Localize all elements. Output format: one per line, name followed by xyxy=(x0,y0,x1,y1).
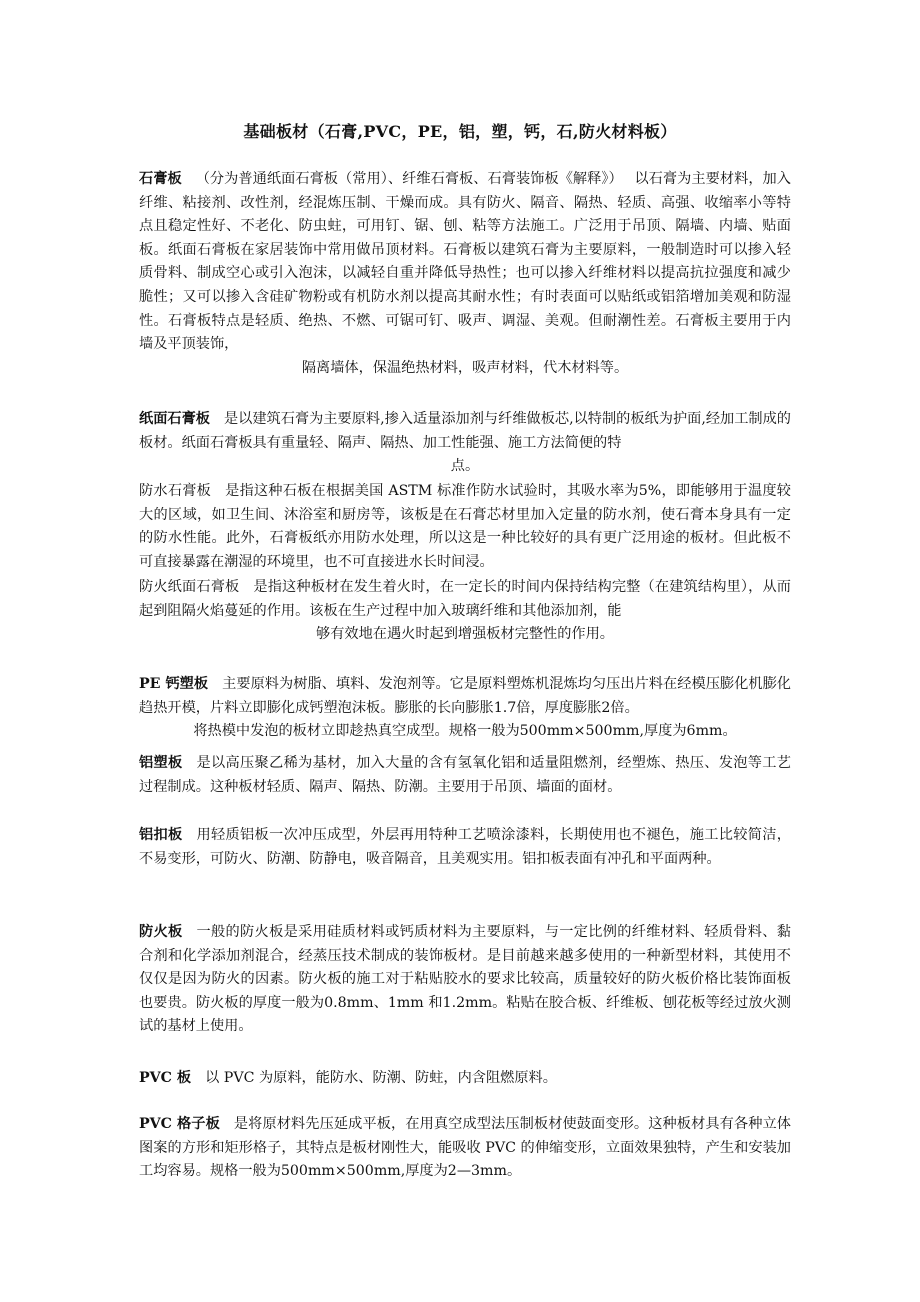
section-body: 一般的防火板是采用硅质材料或钙质材料为主要原料，与一定比例的纤维材料、轻质骨料、黏合剂和化学添加剂混合，经蒸压技术制成的装饰板材。是目前越来越多使用的一种新型材料，其使用不仅仅是因为防火的因素。防火板的施工对于粘贴胶水的要求比较高，质量较好的防火板价格比装饰面板也要贵。防火板的厚度一般为0.8mm、1mm 和1.2mm。粘贴在胶合板、纤维板、刨花板等经过放火测试的基材上使用。 xyxy=(139,924,791,1035)
section-fireproof-gypsum-board xyxy=(139,576,791,647)
section-heading: 防火板 xyxy=(139,924,183,940)
section-aluminum-plastic-board xyxy=(139,752,791,799)
section-body: 是以建筑石膏为主要原料,掺入适量添加剂与纤维做板芯,以特制的板纸为护面,经加工制成的板材。纸面石膏板具有重量轻、隔声、隔热、加工性能强、施工方法简便的特 xyxy=(139,411,791,451)
section-heading: 防火纸面石膏板 xyxy=(139,579,240,595)
section-heading: 铝塑板 xyxy=(139,755,183,771)
section-gypsum-board xyxy=(139,168,791,380)
section-waterproof-gypsum-board xyxy=(139,480,791,574)
section-tail: 将热模中发泡的板材立即趁热真空成型。规格一般为500mm×500mm,厚度为6mm。 xyxy=(193,723,737,740)
section-body: 是指这种石板在根据美国 ASTM 标准作防水试验时，其吸水率为5%，即能够用于温度较大的区域，如卫生间、沐浴室和厨房等，该板是在石膏芯材里加入定量的防水剂，使石膏本身具有一定的防水性能。此外，石膏板纸亦用防水处理，所以这是一种比较好的具有更广泛用途的板材。但此板不可直接暴露在潮湿的环境里，也不可直接进水长时间浸。 xyxy=(139,483,791,570)
section-tail: 点。 xyxy=(450,458,480,475)
section-fireproof-board xyxy=(139,921,791,1039)
section-heading: 防水石膏板 xyxy=(139,483,212,499)
section-aluminum-ceiling-panel xyxy=(139,824,791,871)
section-heading: PVC 板 xyxy=(139,1070,192,1086)
section-body: 主要原料为树脂、填料、发泡剂等。它是原料塑炼机混炼均匀压出片料在经模压膨化机膨化趋热开模，片料立即膨化成钙塑泡沫板。膨胀的长向膨胀1.7倍，厚度膨胀2倍。 xyxy=(139,676,791,716)
section-body: 是指这种板材在发生着火时，在一定长的时间内保持结构完整（在建筑结构里），从而起到阻隔火焰蔓延的作用。该板在生产过程中加入玻璃纤维和其他添加剂，能 xyxy=(139,579,791,619)
section-heading: 铝扣板 xyxy=(139,827,183,843)
section-heading: 纸面石膏板 xyxy=(139,411,210,427)
section-pvc-grid-board xyxy=(139,1113,791,1184)
section-body: 以 PVC 为原料，能防水、防潮、防蛀，内含阻燃原料。 xyxy=(205,1070,557,1086)
section-paper-faced-gypsum-board xyxy=(139,408,791,479)
document-title: 基础板材（石膏,PVC，PE，铝，塑，钙，石,防火材料板） xyxy=(243,122,677,141)
section-heading: 石膏板 xyxy=(139,171,182,187)
section-body: （分为普通纸面石膏板（常用）、纤维石膏板、石膏装饰板《解释》） 以石膏为主要材料，加入纤维、粘接剂、改性剂，经混炼压制、干燥而成。具有防火、隔音、隔热、轻质、高强、收缩率小等特点且稳定性好、不老化、防虫蛀，可用钉、锯、刨、粘等方法施工。广泛用于吊顶、隔墙、内墙、贴面板。纸面石膏板在家居装饰中常用做吊顶材料。石膏板以建筑石膏为主要原料，一般制造时可以掺入轻质骨料、制成空心或引入泡沫，以减轻自重并降低导热性；也可以掺入纤维材料以提高抗拉强度和减少脆性；又可以掺入含硅矿物粉或有机防水剂以提高其耐水性；有时表面可以贴纸或铝箔增加美观和防湿性。石膏板特点是轻质、绝热、不燃、可锯可钉、吸声、调湿、美观。但耐潮性差。石膏板主要用于内墙及平顶装饰， xyxy=(139,171,791,353)
section-heading: PVC 格子板 xyxy=(139,1116,220,1132)
section-body: 是以高压聚乙稀为基材，加入大量的含有氢氧化铝和适量阻燃剂，经塑炼、热压、发泡等工艺过程制成。这种板材轻质、隔声、隔热、防潮。主要用于吊顶、墙面的面材。 xyxy=(139,755,791,795)
section-pvc-board xyxy=(139,1067,791,1091)
section-body: 是将原材料先压延成平板，在用真空成型法压制板材使鼓面变形。这种板材具有各种立体图案的方形和矩形格子，其特点是板材刚性大，能吸收 PVC 的伸缩变形，立面效果独特，产生和安装加工均容易。规格一般为500mm×500mm,厚度为2—3mm。 xyxy=(139,1116,791,1180)
section-tail: 隔离墙体，保温绝热材料，吸声材料，代木材料等。 xyxy=(301,359,629,376)
section-body: 用轻质铝板一次冲压成型，外层再用特种工艺喷涂漆料，长期使用也不褪色，施工比较简洁，不易变形，可防火、防潮、防静电，吸音隔音，且美观实用。铝扣板表面有冲孔和平面两种。 xyxy=(139,827,791,867)
section-tail: 够有效地在遇火时起到增强板材完整性的作用。 xyxy=(316,626,614,643)
section-heading: PE 钙塑板 xyxy=(139,676,209,692)
section-pe-calcium-plastic-board xyxy=(139,673,791,744)
